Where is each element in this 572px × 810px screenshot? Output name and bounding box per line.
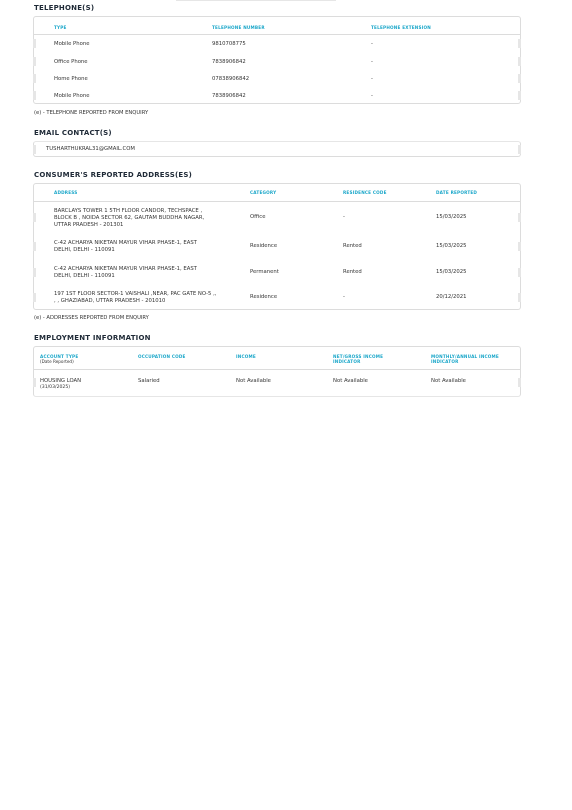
row-marker bbox=[33, 145, 36, 154]
employment-net-gross-indicator: Not Available bbox=[333, 378, 368, 384]
col-header-address: ADDRESS bbox=[54, 190, 78, 195]
telephone-type: Office Phone bbox=[54, 59, 88, 65]
employment-title: EMPLOYMENT INFORMATION bbox=[34, 334, 151, 342]
address-date-reported: 20/12/2021 bbox=[436, 294, 467, 300]
telephone-type: Mobile Phone bbox=[54, 41, 90, 47]
telephone-type: Mobile Phone bbox=[54, 93, 90, 99]
telephone-extension: - bbox=[371, 93, 373, 99]
telephone-number: 7838906842 bbox=[212, 93, 246, 99]
employment-table bbox=[33, 346, 521, 397]
telephones-note: (e) - TELEPHONE REPORTED FROM ENQUIRY bbox=[34, 110, 149, 116]
col-header-occupation-code: OCCUPATION CODE bbox=[138, 354, 186, 359]
emails-title: EMAIL CONTACT(S) bbox=[34, 129, 112, 137]
address-text bbox=[54, 266, 197, 280]
telephones-title: TELEPHONE(S) bbox=[34, 4, 95, 12]
address-line: DELHI, DELHI - 110091 bbox=[54, 247, 115, 254]
address-line: DELHI, DELHI - 110091 bbox=[54, 273, 115, 280]
row-marker bbox=[518, 378, 521, 387]
row-marker bbox=[518, 293, 521, 302]
employment-account-type bbox=[40, 378, 81, 391]
addresses-note: (e) - ADDRESSES REPORTED FROM ENQUIRY bbox=[34, 315, 149, 321]
row-marker bbox=[33, 39, 36, 48]
emails-box bbox=[33, 141, 521, 157]
row-marker bbox=[518, 213, 521, 222]
col-header-type: TYPE bbox=[54, 25, 67, 30]
row-marker bbox=[33, 91, 36, 100]
row-marker bbox=[33, 57, 36, 66]
telephone-extension: - bbox=[371, 59, 373, 65]
employment-occupation: Salaried bbox=[138, 378, 160, 384]
header-divider bbox=[34, 201, 520, 202]
col-header-net-gross-income-indicator bbox=[333, 354, 383, 364]
row-marker bbox=[518, 145, 521, 154]
row-marker bbox=[518, 242, 521, 251]
address-line: 197 1ST FLOOR SECTOR-1 VAISHALI ,NEAR, PAC GATE NO-5 ,, bbox=[54, 291, 217, 297]
col-header-account-type bbox=[40, 354, 78, 364]
address-date-reported: 15/03/2025 bbox=[436, 243, 467, 249]
address-date-reported: 15/03/2025 bbox=[436, 214, 467, 220]
col-header-monthly-annual-income-indicator bbox=[431, 354, 499, 364]
address-line: BLOCK B , NOIDA SECTOR 62, GAUTAM BUDDHA NAGAR, bbox=[54, 215, 205, 222]
address-residence-code: Rented bbox=[343, 269, 362, 275]
address-category: Office bbox=[250, 214, 266, 220]
address-category: Permanent bbox=[250, 269, 279, 275]
col-header-residence-code: RESIDENCE CODE bbox=[343, 190, 387, 195]
telephones-table bbox=[33, 16, 521, 104]
row-marker bbox=[33, 213, 36, 222]
col-header-income: INCOME bbox=[236, 354, 256, 359]
header-divider bbox=[34, 34, 520, 35]
col-header-telephone-number: TELEPHONE NUMBER bbox=[212, 25, 265, 30]
row-marker bbox=[33, 268, 36, 277]
col-header-date-reported: DATE REPORTED bbox=[436, 190, 478, 195]
header-label: INDICATOR bbox=[333, 359, 361, 365]
col-header-category: CATEGORY bbox=[250, 190, 277, 195]
address-category: Residence bbox=[250, 243, 278, 249]
address-line: , , GHAZIABAD, UTTAR PRADESH - 201010 bbox=[54, 298, 166, 305]
telephone-number: 07838906842 bbox=[212, 76, 250, 82]
header-label: INDICATOR bbox=[431, 359, 459, 365]
address-text bbox=[54, 208, 204, 229]
telephone-extension: - bbox=[371, 76, 373, 82]
telephone-number: 9810708775 bbox=[212, 41, 246, 47]
address-line: BARCLAYS TOWER 1 5TH FLOOR CANDOR, TECHSPACE , bbox=[54, 208, 203, 214]
header-sublabel: (Date Reported) bbox=[40, 359, 74, 365]
address-text bbox=[54, 291, 216, 305]
employment-income: Not Available bbox=[236, 378, 271, 384]
header-label: MONTHLY/ANNUAL INCOME bbox=[431, 354, 499, 359]
header-divider bbox=[34, 369, 520, 370]
address-residence-code: Rented bbox=[343, 243, 362, 249]
header-label: NET/GROSS INCOME bbox=[333, 354, 384, 359]
email-address: TUSHARTHUKRAL31@GMAIL.COM bbox=[46, 146, 135, 152]
row-marker bbox=[33, 293, 36, 302]
address-residence-code: - bbox=[343, 214, 345, 220]
addresses-table bbox=[33, 183, 521, 310]
address-line: UTTAR PRADESH - 201301 bbox=[54, 222, 124, 229]
address-line: C-42 ACHARYA NIKETAN MAYUR VIHAR PHASE-1, EAST bbox=[54, 266, 197, 272]
header-label: ACCOUNT TYPE bbox=[40, 354, 79, 359]
telephone-number: 7838906842 bbox=[212, 59, 246, 65]
address-residence-code: - bbox=[343, 294, 345, 300]
row-marker bbox=[518, 39, 521, 48]
row-marker bbox=[33, 242, 36, 251]
row-marker bbox=[518, 57, 521, 66]
addresses-title: CONSUMER'S REPORTED ADDRESS(ES) bbox=[34, 171, 192, 179]
address-category: Residence bbox=[250, 294, 278, 300]
employment-monthly-annual-indicator: Not Available bbox=[431, 378, 466, 384]
top-divider bbox=[176, 0, 336, 1]
address-text bbox=[54, 240, 197, 254]
row-marker bbox=[518, 268, 521, 277]
account-type-value: HOUSING LOAN bbox=[40, 378, 82, 384]
row-marker bbox=[518, 91, 521, 100]
telephone-type: Home Phone bbox=[54, 76, 88, 82]
row-marker bbox=[33, 378, 36, 387]
telephone-extension: - bbox=[371, 41, 373, 47]
col-header-telephone-extension: TELEPHONE EXTENSION bbox=[371, 25, 431, 30]
row-marker bbox=[33, 74, 36, 83]
address-line: C-42 ACHARYA NIKETAN MAYUR VIHAR PHASE-1, EAST bbox=[54, 240, 197, 246]
date-reported-value: (31/03/2025) bbox=[40, 385, 71, 391]
row-marker bbox=[518, 74, 521, 83]
address-date-reported: 15/03/2025 bbox=[436, 269, 467, 275]
